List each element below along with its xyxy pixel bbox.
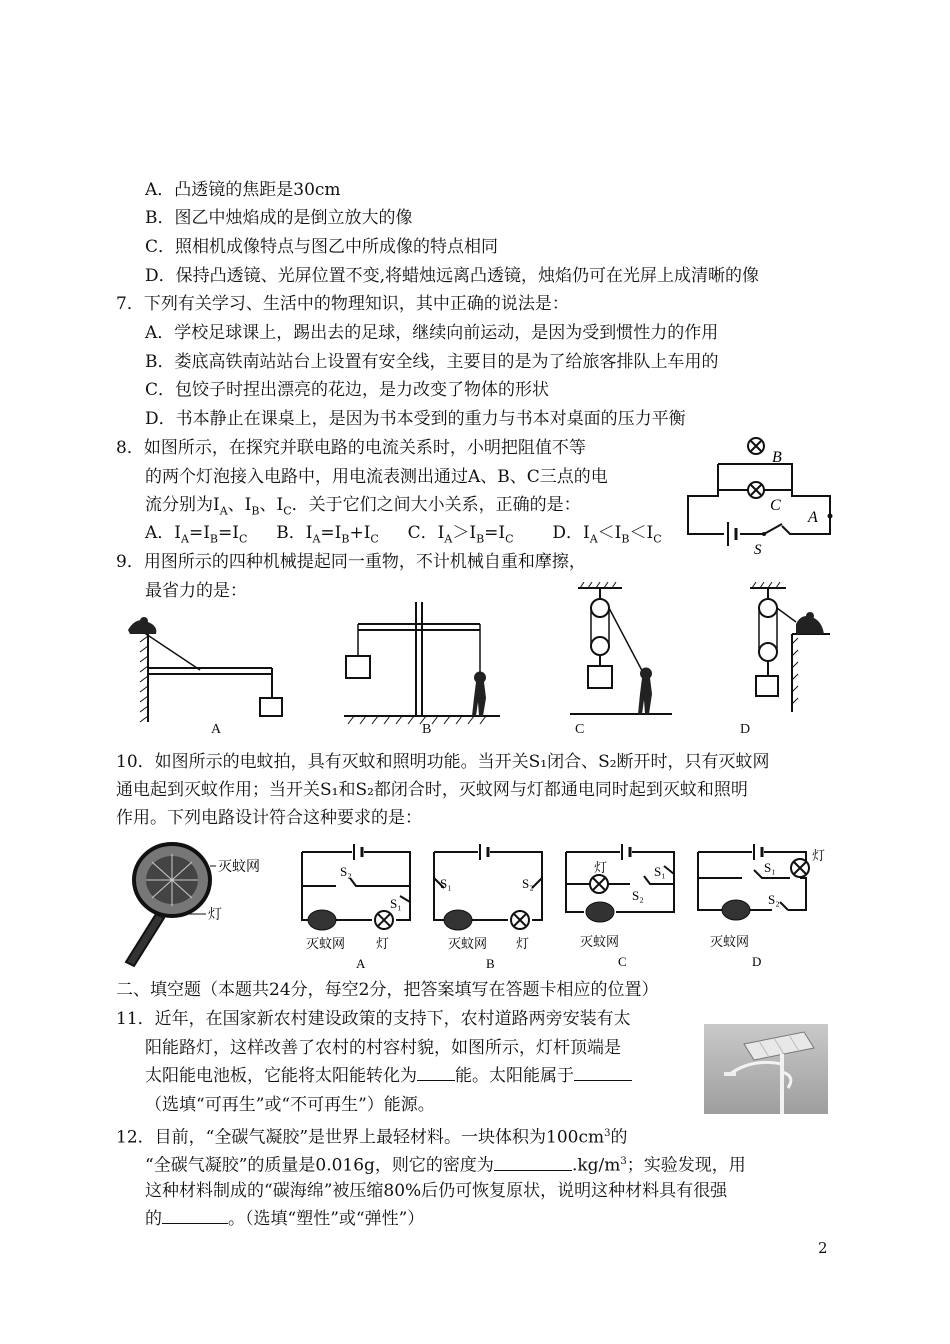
q10-b-s1: S₁ [440, 876, 452, 891]
q8-parallel-circuit-diagram [684, 434, 834, 558]
q10-c-net: 灭蚊网 [580, 934, 620, 949]
q8-option-b: B．$I_A=I_B+I_C$ [276, 523, 379, 546]
q10-c-option: C [618, 954, 627, 969]
q8-options [145, 521, 662, 551]
q10-d-option: D [752, 954, 762, 969]
q9-machine-c-pulley-block [562, 582, 682, 722]
q10-d-s1: S₁ [764, 860, 776, 875]
q12-line-3: 这种材料制成的“碳海绵”被压缩80%后仍可恢复原状，说明这种材料具有很强 [145, 1181, 728, 1201]
q8-line-3: 流分别为$I_A$、$I_B$、$I_C$．关于它们之间大小关系，正确的是： [145, 495, 581, 518]
q11-line-2: 阳能路灯，这样改善了农村的村容村貌，如图所示，灯杆顶端是 [145, 1038, 621, 1058]
q8-line-2: 的两个灯泡接入电路中，用电流表测出通过A、B、C三点的电 [145, 467, 608, 487]
q8-label-a: A [808, 509, 818, 526]
q8-label-c: C [770, 497, 781, 514]
q11-line-3: 太阳能电池板，它能将太阳能转化为 能。太阳能属于 [145, 1064, 632, 1088]
q9-label-c: C [575, 722, 585, 737]
page-number: 2 [818, 1239, 828, 1257]
q10-d-s2: S₂ [768, 892, 780, 907]
q12-blank-1[interactable] [494, 1154, 572, 1171]
q12-blank-2[interactable] [162, 1207, 228, 1224]
q11-line-1: 11．近年，在国家新农村建设政策的支持下，农村道路两旁安装有太 [116, 1009, 631, 1029]
q11-blank-2[interactable] [574, 1064, 632, 1081]
q9-line-2: 最省力的是： [145, 581, 247, 601]
q10-b-s2: S₂ [522, 876, 534, 891]
q8-label-b: B [772, 449, 782, 466]
q10-racket-lamp-label: 灯 [208, 908, 222, 923]
q10-circuit-b [428, 842, 548, 972]
q10-d-lamp: 灯 [812, 848, 826, 863]
q9-label-d: D [740, 722, 751, 737]
q10-racket-net-label: 灭蚊网 [218, 860, 260, 875]
q6-option-d: D．保持凸透镜、光屏位置不变,将蜡烛远离凸透镜，烛焰仍可在光屏上成清晰的像 [145, 266, 760, 286]
q8-option-c: C．$I_A>I_B=I_C$ [407, 523, 514, 546]
q10-circuit-a [296, 842, 416, 972]
q12-line-2: “全碳气凝胶”的质量是0.016g，则它的密度为 $.kg/m^3$；实验发现，用 [145, 1155, 746, 1176]
q10-mosquito-racket-figure [116, 840, 276, 970]
q10-circuit-c [560, 842, 680, 972]
q10-a-s1: S₁ [390, 896, 402, 911]
q11-line-4: （选填“可再生”或“不可再生”）能源。 [145, 1095, 435, 1115]
q8-option-a: A．$I_A=I_B=I_C$ [145, 523, 248, 546]
q8-line-1: 8．如图所示，在探究并联电路的电流关系时，小明把阻值不等 [116, 438, 586, 458]
q7-option-b: B．娄底高铁南站站台上设置有安全线，主要目的是为了给旅客排队上车用的 [145, 352, 719, 372]
q10-circuit-d [692, 842, 832, 972]
q9-label-b: B [422, 722, 432, 737]
q7-option-a: A．学校足球课上，踢出去的足球，继续向前运动，是因为受到惯性力的作用 [145, 323, 719, 343]
q9-label-a: A [211, 722, 222, 737]
q12-line-1: 12．目前，“全碳气凝胶”是世界上最轻材料。一块体积为$100cm^3$的 [116, 1127, 628, 1148]
q9-machine-d-pulley [740, 582, 840, 722]
section-2-heading: 二、填空题（本题共24分，每空2分，把答案填写在答题卡相应的位置） [116, 980, 659, 1000]
q10-line-2: 通电起到灭蚊作用；当开关S₁和S₂都闭合时，灭蚊网与灯都通电同时起到灭蚊和照明 [116, 780, 748, 800]
q10-line-3: 作用。下列电路设计符合这种要求的是： [116, 808, 422, 828]
q8-label-s: S [754, 542, 762, 558]
q10-a-option: A [356, 956, 366, 971]
q6-option-b: B．图乙中烛焰成的是倒立放大的像 [145, 208, 413, 228]
q7-option-d: D．书本静止在课桌上，是因为书本受到的重力与书本对桌面的压力平衡 [145, 409, 686, 429]
q10-a-net: 灭蚊网 [306, 936, 346, 951]
q10-a-s2: S₂ [340, 864, 352, 879]
q9-machine-a-lever [118, 612, 298, 740]
q10-b-option: B [486, 956, 495, 971]
q10-c-lamp: 灯 [594, 860, 608, 875]
q10-line-1: 10．如图所示的电蚊拍，具有灭蚊和照明功能。当开关S₁闭合、S₂断开时，只有灭蚊网 [116, 752, 770, 772]
q11-solar-street-light-photo [704, 1024, 828, 1114]
q7-option-c: C．包饺子时捏出漂亮的花边，是力改变了物体的形状 [145, 380, 550, 400]
q6-option-a: A．凸透镜的焦距是30cm [145, 180, 341, 200]
q8-option-d: D．$I_A<I_B<I_C$ [552, 523, 662, 546]
q9-machine-b-crane [340, 598, 520, 730]
q10-c-s2: S₂ [632, 888, 644, 903]
q9-line-1: 9．用图所示的四种机械提起同一重物，不计机械自重和摩擦， [116, 552, 586, 572]
q10-c-s1: S₁ [654, 864, 666, 879]
q7-stem: 7．下列有关学习、生活中的物理知识，其中正确的说法是： [116, 294, 569, 314]
q10-a-lamp: 灯 [376, 936, 390, 951]
q11-blank-1[interactable] [417, 1064, 455, 1081]
q6-option-c: C．照相机成像特点与图乙中所成像的特点相同 [145, 237, 499, 257]
q10-d-net: 灭蚊网 [710, 934, 750, 949]
q12-line-4: 的 。（选填“塑性”或“弹性”） [145, 1209, 425, 1229]
q10-b-net: 灭蚊网 [448, 936, 488, 951]
q10-b-lamp: 灯 [516, 936, 530, 951]
